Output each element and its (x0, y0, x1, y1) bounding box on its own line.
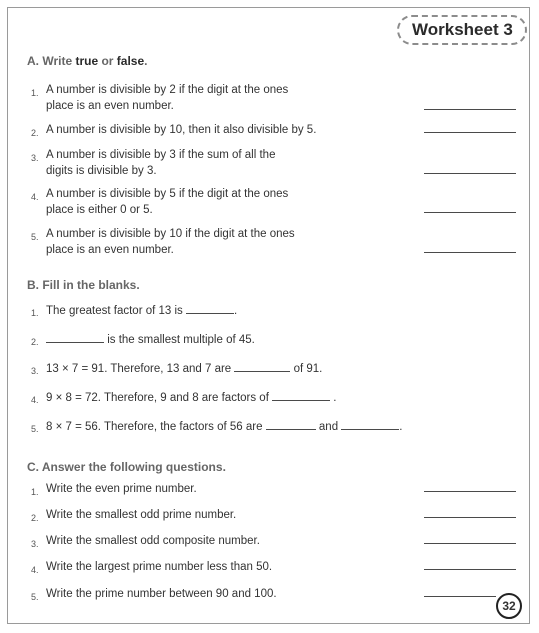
worksheet-title: Worksheet 3 (412, 20, 513, 39)
a4-number: 4. (31, 192, 39, 202)
a5-number: 5. (31, 232, 39, 242)
b5-number: 5. (31, 424, 39, 434)
a5-line2: place is an even number. (46, 244, 174, 256)
a4-line2: place is either 0 or 5. (46, 204, 153, 216)
b5-part-c: . (399, 421, 403, 433)
b2-part-a: is the smallest multiple of 45. (104, 334, 255, 346)
section-a-suffix: . (144, 54, 148, 68)
c5-answer-line[interactable] (424, 596, 496, 597)
b1-number: 1. (31, 308, 39, 318)
c3-answer-line[interactable] (424, 543, 516, 544)
c1-text: Write the even prime number. (46, 483, 197, 495)
a4-answer-line[interactable] (424, 212, 516, 213)
a1-line1: A number is divisible by 2 if the digit at the ones (46, 84, 289, 96)
b5-part-a: 8 × 7 = 56. Therefore, the factors of 56 are (46, 421, 266, 433)
b4-number: 4. (31, 395, 39, 405)
c1-answer-line[interactable] (424, 491, 516, 492)
b1-part-b: . (234, 305, 238, 317)
a4-line1: A number is divisible by 5 if the digit at the ones (46, 188, 289, 200)
c4-number: 4. (31, 565, 39, 575)
a3-line1: A number is divisible by 3 if the sum of all the (46, 149, 276, 161)
b4-blank[interactable] (272, 389, 330, 401)
c2-text: Write the smallest odd prime number. (46, 509, 237, 521)
b5-text (46, 418, 402, 435)
a3-answer-line[interactable] (424, 173, 516, 174)
a5-text (46, 226, 295, 258)
c2-number: 2. (31, 513, 39, 523)
a1-answer-line[interactable] (424, 109, 516, 110)
b3-part-a: 13 × 7 = 91. Therefore, 13 and 7 are (46, 363, 235, 375)
section-b-heading: B. Fill in the blanks. (27, 278, 140, 292)
a2-number: 2. (31, 128, 39, 138)
b1-text (46, 302, 237, 319)
a2-answer-line[interactable] (424, 132, 516, 133)
section-c-heading: C. Answer the following questions. (27, 460, 226, 474)
c4-answer-line[interactable] (424, 569, 516, 570)
c4-text: Write the largest prime number less than 50. (46, 561, 273, 573)
a3-line2: digits is divisible by 3. (46, 165, 157, 177)
section-a-heading (27, 54, 148, 68)
b3-text (46, 360, 322, 377)
a1-line2: place is an even number. (46, 100, 174, 112)
b3-part-b: of 91. (290, 363, 323, 375)
b4-part-b: . (330, 392, 337, 404)
c2-answer-line[interactable] (424, 517, 516, 518)
section-a-prefix: A. Write (27, 54, 76, 68)
b3-number: 3. (31, 366, 39, 376)
c3-text: Write the smallest odd composite number. (46, 535, 260, 547)
a5-answer-line[interactable] (424, 252, 516, 253)
b4-text (46, 389, 337, 406)
a3-number: 3. (31, 153, 39, 163)
a3-text (46, 147, 275, 179)
b5-blank-2[interactable] (341, 418, 399, 430)
word-false: false (116, 54, 145, 68)
b2-text (46, 331, 255, 348)
b1-blank[interactable] (186, 302, 234, 314)
b2-number: 2. (31, 337, 39, 347)
c1-number: 1. (31, 487, 39, 497)
b5-blank-1[interactable] (266, 418, 316, 430)
a1-text (46, 82, 288, 114)
b1-part-a: The greatest factor of 13 is (46, 305, 186, 317)
a2-text: A number is divisible by 10, then it also divisible by 5. (46, 124, 317, 136)
b3-blank[interactable] (234, 360, 290, 372)
a4-text (46, 186, 288, 218)
b5-part-b: and (315, 421, 342, 433)
b2-blank[interactable] (46, 331, 104, 343)
word-true: true (75, 54, 99, 68)
a5-line1: A number is divisible by 10 if the digit at the ones (46, 228, 295, 240)
c5-text: Write the prime number between 90 and 100. (46, 588, 277, 600)
a1-number: 1. (31, 88, 39, 98)
c3-number: 3. (31, 539, 39, 549)
section-a-connector: or (98, 54, 117, 68)
c5-number: 5. (31, 592, 39, 602)
b4-part-a: 9 × 8 = 72. Therefore, 9 and 8 are factors of (46, 392, 273, 404)
page-number: 32 (496, 593, 522, 619)
